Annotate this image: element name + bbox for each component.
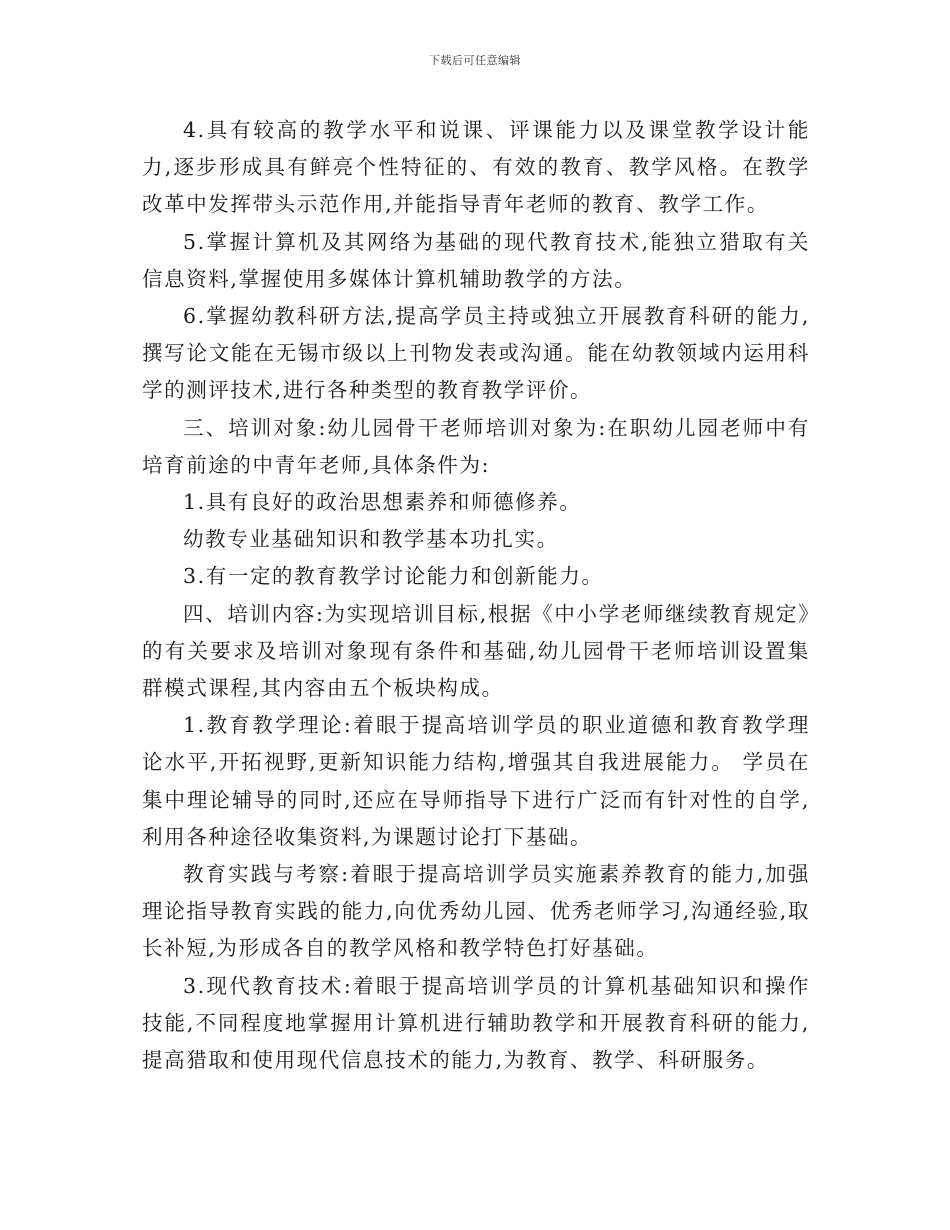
target-condition-2: 幼教专业基础知识和教学基本功扎实。: [183, 527, 559, 552]
section-training-content: 四、培训内容:为实现培训目标,根据《中小学老师继续教育规定》的有关要求及培训对象现有条件和基础,幼儿园骨干老师培训设置集群模式课程,其内容由五个板块构成。: [142, 601, 810, 701]
section-training-targets: 三、培训对象:幼儿园骨干老师培训对象为:在职幼儿园老师中有培育前途的中青年老师,具体条件为:: [142, 415, 810, 477]
target-condition-1: 1.具有良好的政治思想素养和师德修养。: [183, 490, 582, 515]
paragraph-item-5: 5.掌握计算机及其网络为基础的现代教育技术,能独立猎取有关信息资料,掌握使用多媒体计算机辅助教学的方法。: [142, 229, 810, 291]
content-item-practice: 教育实践与考察:着眼于提高培训学员实施素养教育的能力,加强理论指导教育实践的能力,向优秀幼儿园、优秀老师学习,沟通经验,取长补短,为形成各自的教学风格和教学特色打好基础。: [142, 862, 810, 961]
content-item-technology: 3.现代教育技术:着眼于提高培训学员的计算机基础知识和操作技能,不同程度地掌握用计算机进行辅助教学和开展教育科研的能力,提高猎取和使用现代信息技术的能力,为教育、教学、科研服务。: [142, 973, 810, 1073]
target-condition-3: 3.有一定的教育教学讨论能力和创新能力。: [183, 564, 604, 589]
paragraph-item-4: 4.具有较高的教学水平和说课、评课能力以及课堂教学设计能力,逐步形成具有鲜亮个性特征的、有效的教育、教学风格。在教学改革中发挥带头示范作用,并能指导青年老师的教育、教学工作。: [142, 118, 810, 217]
header-note: 下载后可任意编辑: [429, 54, 521, 67]
content-item-theory: 1.教育教学理论:着眼于提高培训学员的职业道德和教育教学理论水平,开拓视野,更新知识能力结构,增强其自我进展能力。 学员在集中理论辅导的同时,还应在导师指导下进行广泛而有针对性的自学,利用各种途径收集资料,为课题讨论打下基础。: [142, 713, 810, 849]
document-body: [142, 112, 810, 1079]
paragraph-item-6: 6.掌握幼教科研方法,提高学员主持或独立开展教育科研的能力,撰写论文能在无锡市级以上刊物发表或沟通。能在幼教领域内运用科学的测评技术,进行各种类型的教育教学评价。: [142, 304, 810, 403]
